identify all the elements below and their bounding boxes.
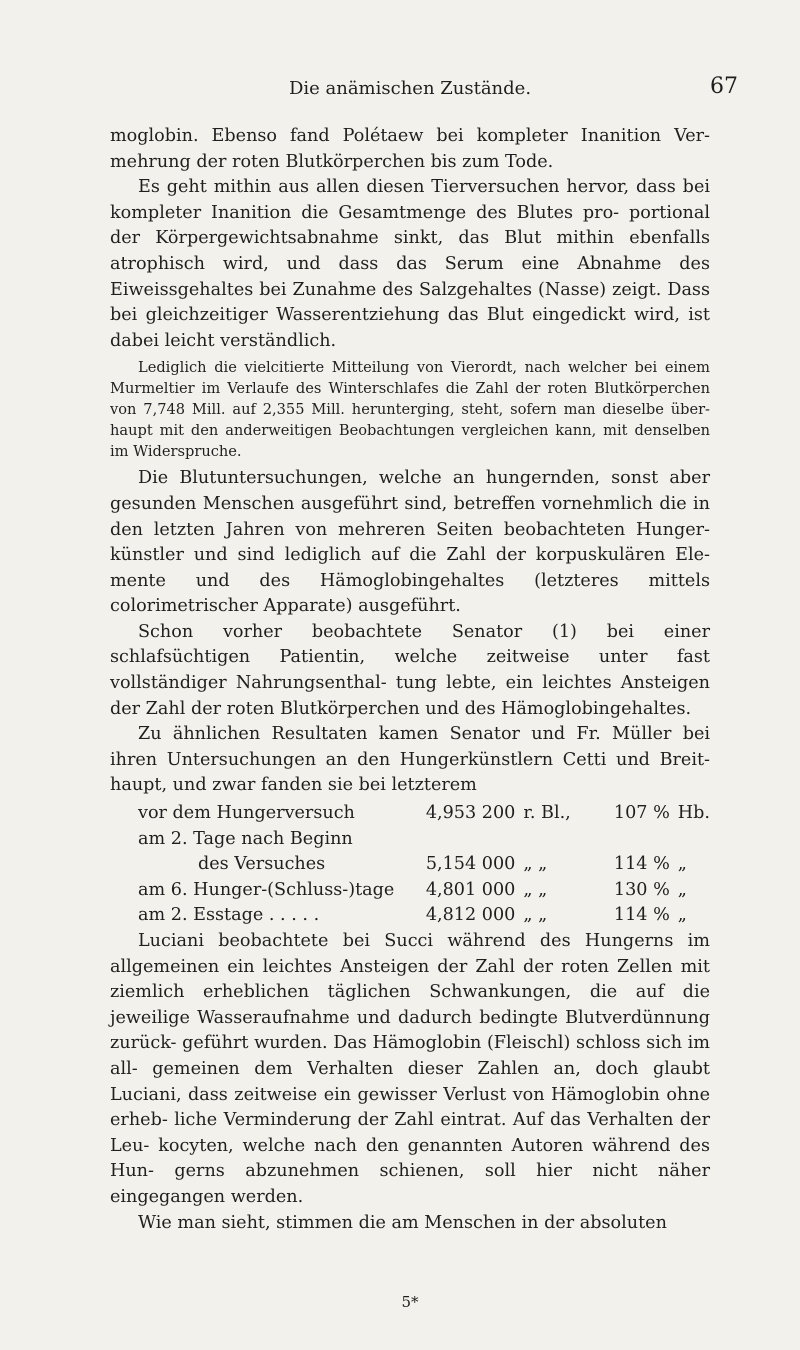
hemoglobin-unit [678, 827, 710, 853]
signature-mark: 5* [401, 1293, 419, 1311]
body-text [110, 124, 710, 1311]
hemoglobin-percent: 130 % [613, 879, 670, 900]
hemoglobin-unit: „ [677, 854, 687, 875]
hemoglobin-unit: „ [677, 879, 687, 900]
blood-count-table [138, 801, 710, 929]
erythrocyte-count: 4,801 000 [425, 879, 516, 900]
table-row [138, 801, 710, 827]
count-unit: „ „ [523, 854, 548, 875]
hemoglobin-percent: 114 % [613, 905, 670, 926]
paragraph: Wie man sieht, stimmen die am Menschen in der absoluten [138, 1212, 667, 1233]
hemoglobin-percent [601, 827, 678, 853]
page-number: 67 [710, 74, 738, 99]
hemoglobin-percent: 107 % [613, 803, 670, 824]
table-row [138, 852, 710, 878]
table-row [138, 878, 710, 904]
erythrocyte-count: 4,953 200 [425, 803, 516, 824]
hemoglobin-unit: Hb. [677, 803, 710, 824]
paragraph: Es geht mithin aus allen diesen Tierversuchen hervor, dass bei kompleter Inanition die Gesamtmenge des Blutes pro- portional der Körpergewichtsabnahme sinkt, das Blut mithin ebenfalls atrophisch wird, und dass das Serum eine Abnahme des Eiweissgehaltes bei Zunahme des Salzgehaltes (Nasse) zeigt. Dass bei gleichzeitiger Wasserentziehung das Blut eingedickt wird, ist dabei leicht verständlich. [110, 177, 710, 351]
running-title: Die anämischen Zustände. [288, 78, 532, 99]
count-unit: „ „ [523, 879, 548, 900]
table-row [138, 827, 710, 853]
count-unit: „ „ [523, 905, 548, 926]
row-label: am 2. Tage nach Beginn [138, 828, 353, 849]
count-unit [515, 827, 600, 853]
paragraph: moglobin. Ebenso fand Polétaew bei kompleter Inanition Ver- mehrung der roten Blutkörperchen bis zum Tode. [110, 126, 710, 172]
paragraph: Schon vorher beobachtete Senator (1) bei einer schlafsüchtigen Patientin, welche zeitweise unter fast vollständiger Nahrungsenthal- tung lebte, ein leichtes Ansteigen der Zahl der roten Blutkörperchen und des Hämoglobingehaltes. [110, 621, 710, 719]
paragraph: Zu ähnlichen Resultaten kamen Senator und Fr. Müller bei ihren Untersuchungen an den Hungerkünstlern Cetti und Breit- haupt, und zwar fanden sie bei letzterem [110, 724, 710, 796]
row-label: am 2. Esstage . . . . . [138, 905, 320, 926]
erythrocyte-count: 5,154 000 [425, 854, 516, 875]
hemoglobin-unit: „ [677, 905, 687, 926]
footnote-paragraph: Lediglich die vielcitierte Mitteilung von Vierordt, nach welcher bei einem Murmeltier im Verlaufe des Winterschlafes die Zahl der roten Blutkörperchen von 7,748 Mill. auf 2,355 Mill. herunterging, steht, sofern man dieselbe über- haupt mit den anderweitigen Beobachtungen vergleichen kann, mit denselben im Widerspruche. [110, 359, 710, 460]
count-unit: r. Bl., [523, 803, 571, 824]
row-label: vor dem Hungerversuch [138, 803, 355, 824]
hemoglobin-percent: 114 % [613, 854, 670, 875]
erythrocyte-count [416, 827, 515, 853]
row-label: des Versuches [198, 854, 326, 875]
table-row [138, 903, 710, 929]
paragraph: Luciani beobachtete bei Succi während des Hungerns im allgemeinen ein leichtes Ansteigen der Zahl der roten Zellen mit ziemlich erheblichen täglichen Schwankungen, die auf die jeweilige Wasseraufnahme und dadurch bedingte Blutverdünnung zurück- geführt wurden. Das Hämoglobin (Fleischl) schloss sich im all- gemeinen dem Verhalten dieser Zahlen an, doch glaubt Luciani, dass zeitweise ein gewisser Verlust von Hämoglobin ohne erheb- liche Verminderung der Zahl eintrat. Auf das Verhalten der Leu- kocyten, welche nach den genannten Autoren während des Hun- gerns abzunehmen schienen, soll hier nicht näher eingegangen werden. [110, 931, 710, 1207]
row-label: am 6. Hunger-(Schluss-)tage [138, 879, 395, 900]
erythrocyte-count: 4,812 000 [425, 905, 516, 926]
paragraph: Die Blutuntersuchungen, welche an hungernden, sonst aber gesunden Menschen ausgeführt sind, betreffen vornehmlich die in den letzten Jahren von mehreren Seiten beobachteten Hunger- künstler und sind lediglich auf die Zahl der korpuskulären Ele- mente und des Hämoglobingehaltes (letzteres mittels colorimetrischer Apparate) ausgeführt. [110, 468, 710, 617]
